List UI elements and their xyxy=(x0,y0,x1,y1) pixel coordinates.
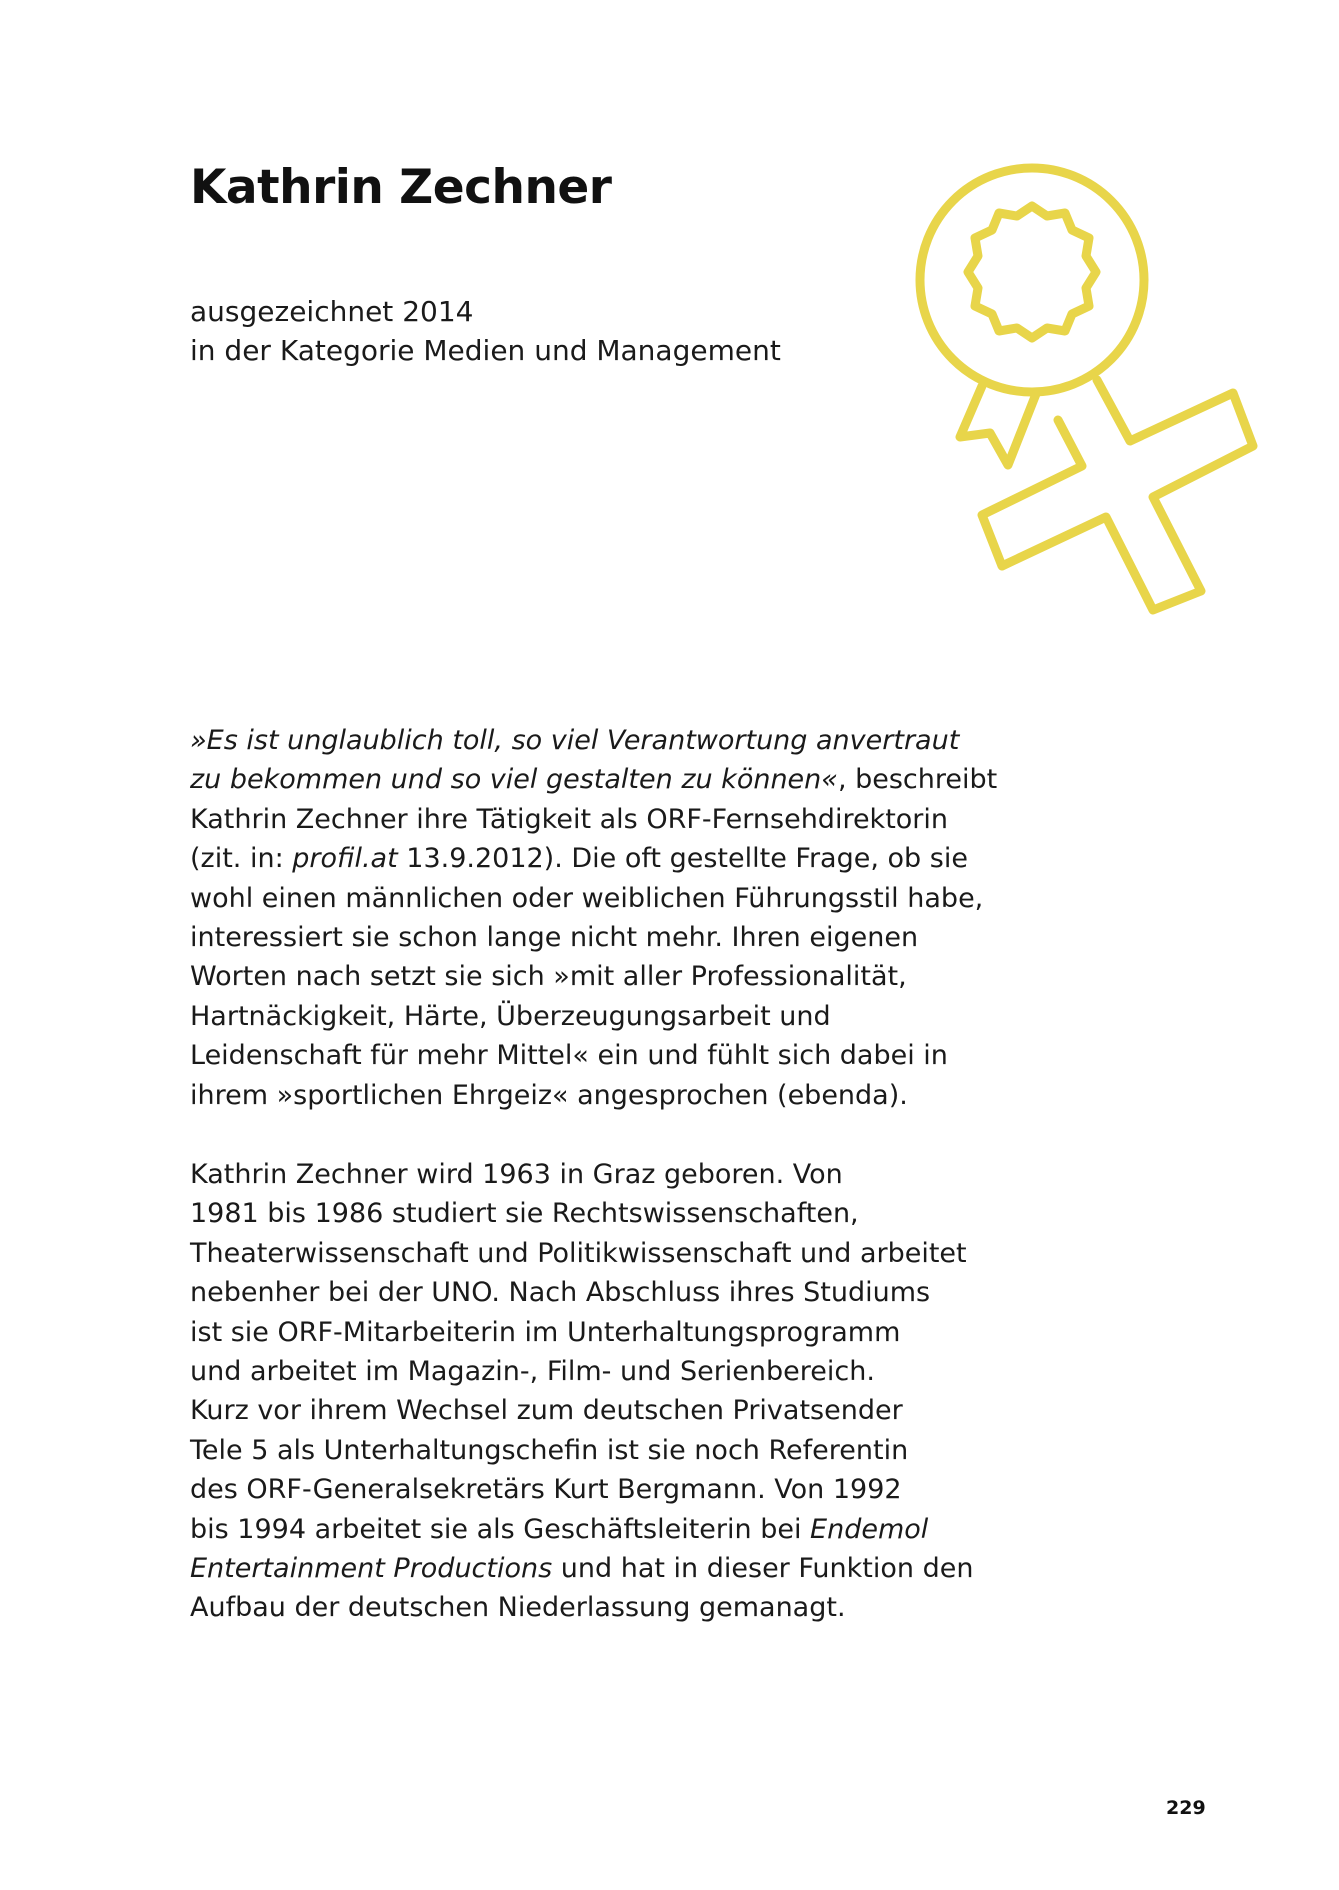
text-line: und arbeitet im Magazin-, Film- und Serienbereich. xyxy=(190,1356,875,1388)
page-title: Kathrin Zechner xyxy=(190,160,612,215)
text-line: Hartnäckigkeit, Härte, Überzeugungsarbeit und xyxy=(190,1000,831,1032)
text-line xyxy=(190,1549,1010,1588)
biography-paragraph xyxy=(190,1155,1010,1628)
source-italic: profil.at xyxy=(292,843,398,875)
company-italic: Endemol xyxy=(810,1513,929,1545)
award-info xyxy=(190,292,781,370)
emblem-cross xyxy=(982,380,1253,610)
page-number: 229 xyxy=(1166,1797,1206,1819)
text-line: Leidenschaft für mehr Mittel« ein und fühlt sich dabei in xyxy=(190,1040,948,1072)
text-line: wohl einen männlichen oder weiblichen Führungsstil habe, xyxy=(190,882,984,914)
award-category-line: in der Kategorie Medien und Management xyxy=(190,334,781,367)
text-line: Tele 5 als Unterhaltungschefin ist sie noch Referentin xyxy=(190,1434,909,1466)
text-line: Kathrin Zechner ihre Tätigkeit als ORF-Fernsehdirektorin xyxy=(190,803,949,835)
award-year-line: ausgezeichnet 2014 xyxy=(190,295,474,328)
text-line: interessiert sie schon lange nicht mehr. Ihren eigenen xyxy=(190,922,919,954)
text-line: Worten nach setzt sie sich »mit aller Professionalität, xyxy=(190,961,907,993)
text-span: , beschreibt xyxy=(837,764,998,796)
text-line: Theaterwissenschaft und Politikwissenschaft und arbeitet xyxy=(190,1237,967,1269)
company-italic: Entertainment Productions xyxy=(190,1553,553,1585)
text-line: Kathrin Zechner wird 1963 in Graz geboren. Von xyxy=(190,1159,843,1190)
text-line: nebenher bei der UNO. Nach Abschluss ihres Studiums xyxy=(190,1277,931,1309)
text-line: 1981 bis 1986 studiert sie Rechtswissenschaften, xyxy=(190,1198,859,1230)
quote-paragraph xyxy=(190,721,1010,1115)
text-line: ist sie ORF-Mitarbeiterin im Unterhaltungsprogramm xyxy=(190,1316,901,1348)
text-line xyxy=(190,760,1010,799)
text-line xyxy=(190,1510,1010,1549)
quote-italic: »Es ist unglaublich toll, so viel Verantwortung anvertraut xyxy=(190,725,960,756)
text-span: 13.9.2012). Die oft gestellte Frage, ob sie xyxy=(397,843,968,875)
emblem-ribbon xyxy=(960,386,1036,465)
text-span: und hat in dieser Funktion den xyxy=(552,1553,974,1585)
text-line: Aufbau der deutschen Niederlassung gemanagt. xyxy=(190,1592,846,1624)
venus-award-ribbon-icon xyxy=(900,150,1270,630)
emblem-rosette xyxy=(968,206,1096,338)
text-line: des ORF-Generalsekretärs Kurt Bergmann. Von 1992 xyxy=(190,1474,902,1506)
quote-italic: zu bekommen und so viel gestalten zu können« xyxy=(190,764,838,796)
text-span: (zit. in: xyxy=(190,843,293,875)
text-span: bis 1994 arbeitet sie als Geschäftsleiterin bei xyxy=(190,1513,811,1545)
text-line xyxy=(190,839,1010,878)
text-line: Kurz vor ihrem Wechsel zum deutschen Privatsender xyxy=(190,1395,903,1427)
text-line xyxy=(190,721,1010,760)
text-line: ihrem »sportlichen Ehrgeiz« angesprochen (ebenda). xyxy=(190,1079,908,1111)
